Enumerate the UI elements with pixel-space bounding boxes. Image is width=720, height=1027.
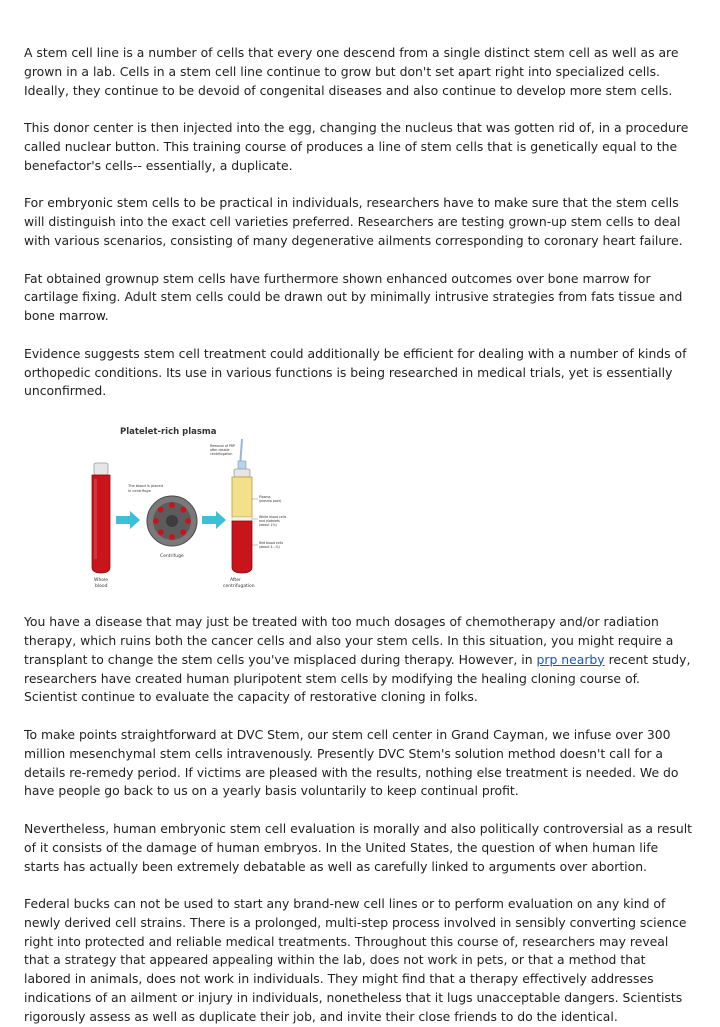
label-plasma-1: Plasma <box>259 495 271 500</box>
prp-nearby-link[interactable]: prp nearby <box>536 651 605 667</box>
arrow-right-icon <box>116 511 140 529</box>
paragraph-controversy: Nevertheless, human embryonic stem cell evaluation is morally and also politically controversial as a result of it consists of the damage of human embryos. In the United States, the question of when human life starts has actually been extremely debatable as well as carefully linked to arguments over abortion. <box>24 820 693 874</box>
label-tube-placed-2: in centrifuge <box>128 489 151 494</box>
paragraph-stem-cell-line: A stem cell line is a number of cells that every one descend from a single distinct stem cell as well as are grown in a lab. Cells in a stem cell line continue to grow but don't set apart right into specialized cells. Ideally, they continue to be devoid of congenital diseases and also continue to develop more stem cells. <box>24 45 679 98</box>
paragraph-embryonic-cells: For embryonic stem cells to be practical in individuals, researchers have to make sure that the stem cells will distinguish into the exact cell varieties preferred. Researchers are testing grown-up stem cells to deal with various scenarios, consisting of many degenerative ailments corresponding to coronary heart failure. <box>24 195 683 248</box>
whole-blood-tube <box>92 463 110 573</box>
paragraph-transplant <box>24 613 696 707</box>
paragraph-dvc-stem: To make points straightforward at DVC Stem, our stem cell center in Grand Cayman, we infuse over 300 million mesenchymal stem cells intravenously. Presently DVC Stem's solution method doesn't call for a details re-remedy period. If victims are pleased with the results, nothing else treatment is needed. We do have people go back to us on a yearly basis voluntarily to keep continual profit. <box>24 726 679 799</box>
label-white-2: and platelets <box>259 519 280 524</box>
transplant-text-after: recent study, researchers have created human pluripotent stem cells by modifying the healing cloning course of. Scientist continue to evaluate the capacity of restorative cloning in folks. <box>24 651 691 705</box>
label-removal-1: Removal of PRP <box>210 444 235 449</box>
paragraph-fat-derived-cells: Fat obtained grownup stem cells have furthermore shown enhanced outcomes over bone marrow for cartilage fixing. Adult stem cells could be drawn out by minimally intrusive strategies from fats tissue and bone marrow. <box>24 270 683 324</box>
label-whole-blood-1: Whole <box>94 578 109 584</box>
label-red-2: (about 4...%) <box>259 545 280 550</box>
prp-diagram <box>60 421 300 591</box>
label-white-3: (about 1%) <box>259 523 277 528</box>
label-red-1: Red blood cells <box>259 541 284 546</box>
paragraph-orthopedic-evidence: Evidence suggests stem cell treatment could additionally be efficient for dealing with a number of kinds of orthopedic conditions. Its use in various functions is being researched in medical trials, yet is essentially unconfirmed. <box>24 345 687 399</box>
transplant-text-before: You have a disease that may just be treated with too much dosages of chemotherapy and/or radiation therapy, which ruins both the cancer cells and also your stem cells. In this situation, you might require a transplant to change the stem cells you've misplaced during therapy. However, in <box>24 614 674 667</box>
separated-blood-tube <box>232 439 252 573</box>
paragraph-federal-funding: Federal bucks can not be used to start any brand-new cell lines or to perform evaluation on any kind of newly derived cell strains. There is a prolonged, multi-step process involved in sensibly converting science right into protected and reliable medical treatments. Throughout this course of, researchers may reveal that a strategy that appeared appealing within the lab, does not work in pets, or that a method that labored in animals, does not work in individuals. They might find that a therapy effectively addresses indications of an ailment or injury in individuals, nonetheless that it lugs unacceptable dangers. Scientists rigorously assess as well as duplicate their job, and invite their close friends to do the identical. <box>24 896 687 1024</box>
paragraph-nuclear-transfer: This donor center is then injected into the egg, changing the nucleus that was gotten rid of, in a procedure called nuclear button. This training course of produces a line of stem cells that is genetically equal to the benefactor's cells-- essentially, a duplicate. <box>24 120 689 173</box>
label-after-2: centrifugation <box>223 584 255 590</box>
centrifuge-icon <box>147 496 197 546</box>
label-centrifuge: Centrifuge <box>160 554 184 560</box>
label-white-1: White blood cells <box>259 515 287 520</box>
label-removal-3: centrifugation <box>210 452 233 457</box>
label-tube-placed-1: The blood is placed <box>128 484 163 489</box>
prp-illustration <box>60 421 300 591</box>
figure-title: Platelet-rich plasma <box>120 427 217 438</box>
label-whole-blood-2: blood <box>95 584 108 590</box>
label-after-1: After <box>230 578 241 584</box>
arrow-right-icon <box>202 511 226 529</box>
label-removal-2: after double <box>210 448 230 453</box>
label-plasma-2: (plasma poor) <box>259 499 282 504</box>
